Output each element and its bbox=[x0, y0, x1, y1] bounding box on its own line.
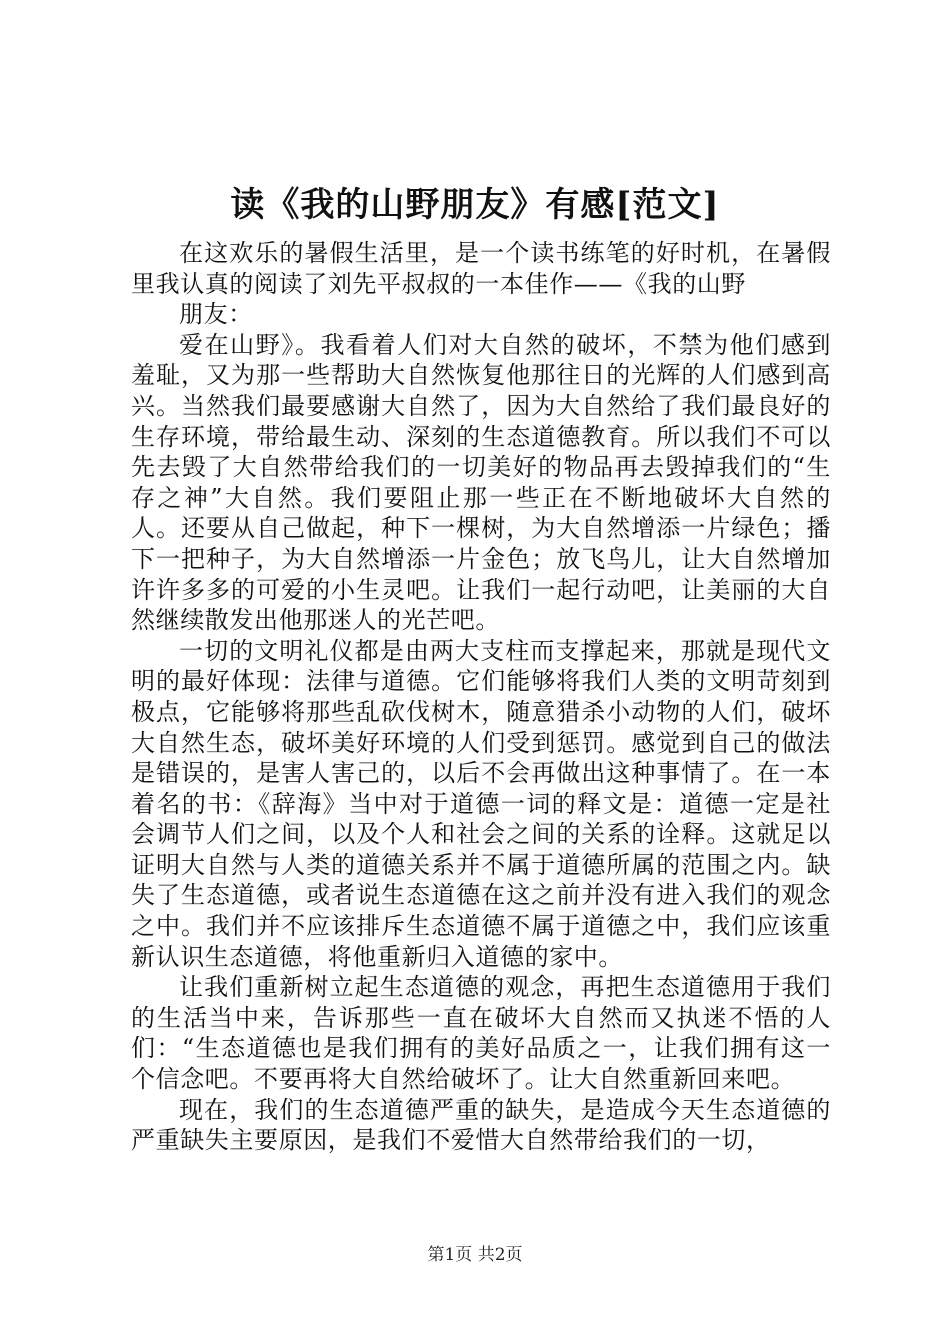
paragraph-1: 在这欢乐的暑假生活里，是一个读书练笔的好时机，在暑假里我认真的阅读了刘先平叔叔的一本佳作——《我的山野 bbox=[131, 239, 831, 298]
paragraph-2: 朋友： bbox=[179, 300, 253, 329]
document-title: 读《我的山野朋友》有感[范文] bbox=[230, 185, 720, 225]
document-body bbox=[131, 238, 831, 1156]
paragraph-6: 现在，我们的生态道德严重的缺失，是造成今天生态道德的严重缺失主要原因，是我们不爱惜大自然带给我们的一切， bbox=[131, 1095, 831, 1155]
paragraph-3: 爱在山野》。我看着人们对大自然的破坏，不禁为他们感到羞耻，又为那一些帮助大自然恢复他那往日的光辉的人们感到高兴。当然我们最要感谢大自然了，因为大自然给了我们最良好的生存环境，带给最生动、深刻的生态道德教育。所以我们不可以先去毁了大自然带给我们的一切美好的物品再去毁掉我们的“生存之神”大自然。我们要阻止那一些正在不断地破坏大自然的人。还要从自己做起，种下一棵树，为大自然增添一片绿色；播下一把种子，为大自然增添一片金色；放飞鸟儿，让大自然增加许许多多的可爱的小生灵吧。让我们一起行动吧，让美丽的大自然继续散发出他那迷人的光芒吧。 bbox=[131, 330, 831, 635]
paragraph-5: 让我们重新树立起生态道德的观念，再把生态道德用于我们的生活当中来，告诉那些一直在破坏大自然而又执迷不悟的人们：“生态道德也是我们拥有的美好品质之一，让我们拥有这一个信念吧。不要再将大自然给破坏了。让大自然重新回来吧。 bbox=[131, 973, 831, 1094]
page-number-footer: 第1页 共2页 bbox=[427, 1245, 523, 1265]
paragraph-4: 一切的文明礼仪都是由两大支柱而支撑起来，那就是现代文明的最好体现：法律与道德。它们能够将我们人类的文明苛刻到极点，它能够将那些乱砍伐树木，随意猎杀小动物的人们，破坏大自然生态，破坏美好环境的人们受到惩罚。感觉到自己的做法是错误的，是害人害己的，以后不会再做出这种事情了。在一本着名的书：《辞海》当中对于道德一词的释文是：道德一定是社会调节人们之间，以及个人和社会之间的关系的诠释。这就足以证明大自然与人类的道德关系并不属于道德所属的范围之内。缺失了生态道德，或者说生态道德在这之前并没有进入我们的观念之中。我们并不应该排斥生态道德不属于道德之中，我们应该重新认识生态道德，将他重新归入道德的家中。 bbox=[131, 636, 831, 971]
